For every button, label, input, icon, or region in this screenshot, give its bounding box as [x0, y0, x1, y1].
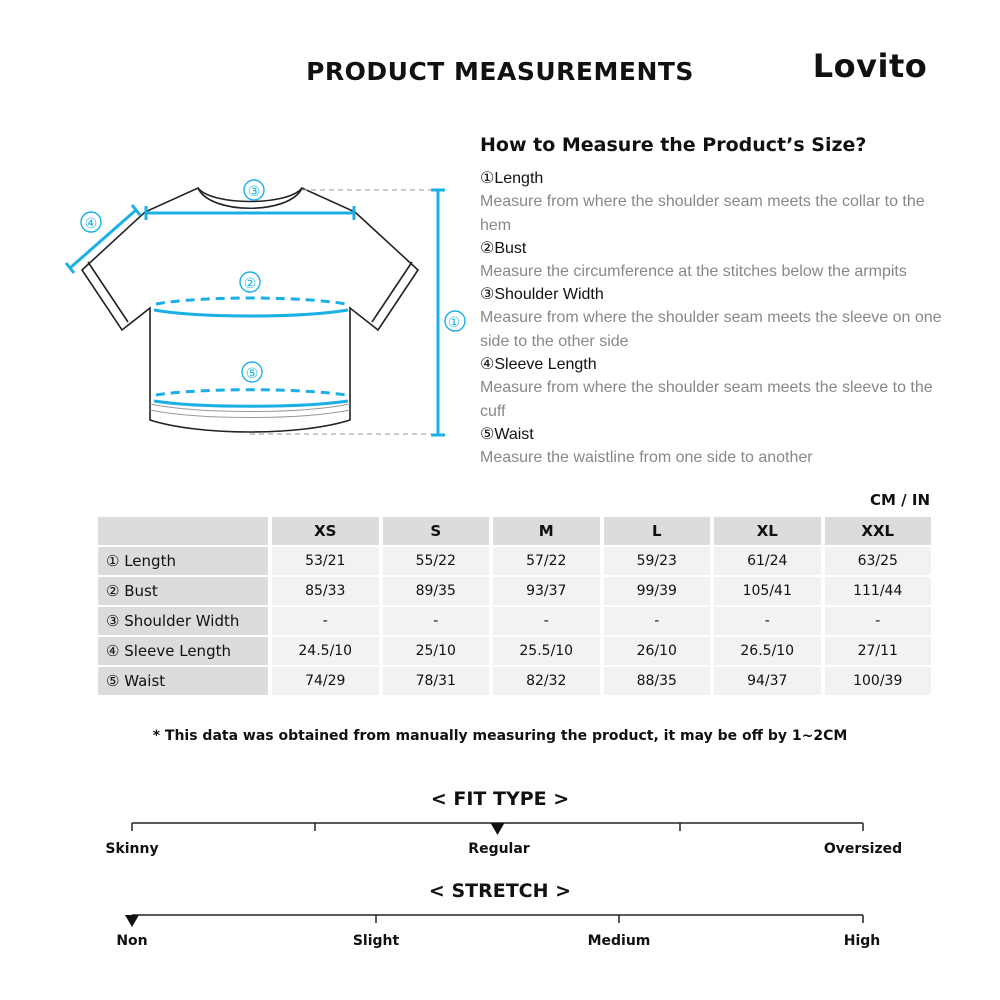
table-cell: 82/32 — [493, 667, 600, 695]
size-header: M — [493, 517, 600, 545]
size-chart-table — [94, 515, 935, 697]
unit-label: CM / IN — [870, 491, 930, 509]
table-cell: - — [383, 607, 490, 635]
page-title: PRODUCT MEASUREMENTS — [306, 57, 694, 86]
table-cell: 111/44 — [825, 577, 932, 605]
table-cell: 25/10 — [383, 637, 490, 665]
row-label: ② Bust — [98, 577, 268, 605]
marker-3: ③ — [247, 184, 261, 200]
table-cell: 93/37 — [493, 577, 600, 605]
guide-item-title: ①Length — [480, 170, 544, 187]
stretch-label-medium: Medium — [587, 933, 651, 949]
table-cell: 61/24 — [714, 547, 821, 575]
table-cell: - — [714, 607, 821, 635]
size-header: XS — [272, 517, 379, 545]
stretch-label-high: High — [843, 933, 881, 949]
table-cell: 78/31 — [383, 667, 490, 695]
size-header: L — [604, 517, 711, 545]
row-label: ④ Sleeve Length — [98, 637, 268, 665]
size-header: XXL — [825, 517, 932, 545]
fit-type-pointer — [491, 823, 505, 835]
stretch-pointer — [125, 915, 139, 927]
table-cell: 99/39 — [604, 577, 711, 605]
table-cell: 53/21 — [272, 547, 379, 575]
marker-4: ④ — [84, 216, 98, 232]
fit-label-regular: Regular — [468, 841, 530, 857]
table-cell: - — [825, 607, 932, 635]
guide-item-title: ④Sleeve Length — [480, 356, 597, 373]
tshirt-outline — [82, 188, 418, 432]
stretch-label-non: Non — [116, 933, 148, 949]
guide-item — [480, 354, 950, 424]
measure-guide — [480, 134, 950, 470]
marker-5: ⑤ — [245, 366, 259, 382]
table-cell: 24.5/10 — [272, 637, 379, 665]
table-cell: 55/22 — [383, 547, 490, 575]
table-cell: - — [493, 607, 600, 635]
table-row — [98, 607, 931, 635]
table-cell: 25.5/10 — [493, 637, 600, 665]
guide-item — [480, 424, 950, 470]
table-cell: 105/41 — [714, 577, 821, 605]
row-label: ⑤ Waist — [98, 667, 268, 695]
guide-heading: How to Measure the Product’s Size? — [480, 134, 867, 156]
table-row — [98, 547, 931, 575]
row-label: ① Length — [98, 547, 268, 575]
size-header: S — [383, 517, 490, 545]
table-header-row — [98, 517, 931, 545]
table-cell: 88/35 — [604, 667, 711, 695]
table-cell: 59/23 — [604, 547, 711, 575]
table-corner-cell — [98, 517, 268, 545]
table-cell: 89/35 — [383, 577, 490, 605]
guide-item-desc: Measure from where the shoulder seam meets the sleeve to the cuff — [480, 379, 933, 420]
table-cell: - — [604, 607, 711, 635]
guide-item-title: ③Shoulder Width — [480, 286, 604, 303]
stretch-label-slight: Slight — [352, 933, 400, 949]
table-cell: 63/25 — [825, 547, 932, 575]
tshirt-diagram — [60, 170, 480, 450]
guide-item-desc: Measure the circumference at the stitches below the armpits — [480, 263, 907, 280]
guide-item — [480, 168, 950, 238]
guide-item-title: ⑤Waist — [480, 426, 534, 443]
guide-item — [480, 284, 950, 354]
table-cell: 94/37 — [714, 667, 821, 695]
table-row — [98, 667, 931, 695]
size-header: XL — [714, 517, 821, 545]
table-cell: 74/29 — [272, 667, 379, 695]
guide-item-title: ②Bust — [480, 240, 527, 257]
brand-logo: Lovito — [812, 47, 928, 85]
table-cell: 26.5/10 — [714, 637, 821, 665]
marker-2: ② — [243, 276, 257, 292]
table-cell: 100/39 — [825, 667, 932, 695]
fit-label-skinny: Skinny — [105, 841, 159, 857]
measurement-note: * This data was obtained from manually measuring the product, it may be off by 1~2CM — [152, 728, 848, 744]
fit-label-oversized: Oversized — [823, 841, 903, 857]
row-label: ③ Shoulder Width — [98, 607, 268, 635]
table-cell: - — [272, 607, 379, 635]
guide-item-desc: Measure from where the shoulder seam meets the collar to the hem — [480, 193, 925, 234]
table-cell: 26/10 — [604, 637, 711, 665]
stretch-title: < STRETCH > — [428, 880, 572, 902]
table-cell: 27/11 — [825, 637, 932, 665]
table-row — [98, 637, 931, 665]
table-cell: 57/22 — [493, 547, 600, 575]
fit-type-title: < FIT TYPE > — [430, 788, 570, 810]
guide-item-desc: Measure the waistline from one side to another — [480, 449, 813, 466]
marker-1: ① — [447, 315, 461, 331]
guide-item-desc: Measure from where the shoulder seam meets the sleeve on one side to the other side — [480, 309, 942, 350]
table-cell: 85/33 — [272, 577, 379, 605]
table-row — [98, 577, 931, 605]
guide-item — [480, 238, 950, 284]
